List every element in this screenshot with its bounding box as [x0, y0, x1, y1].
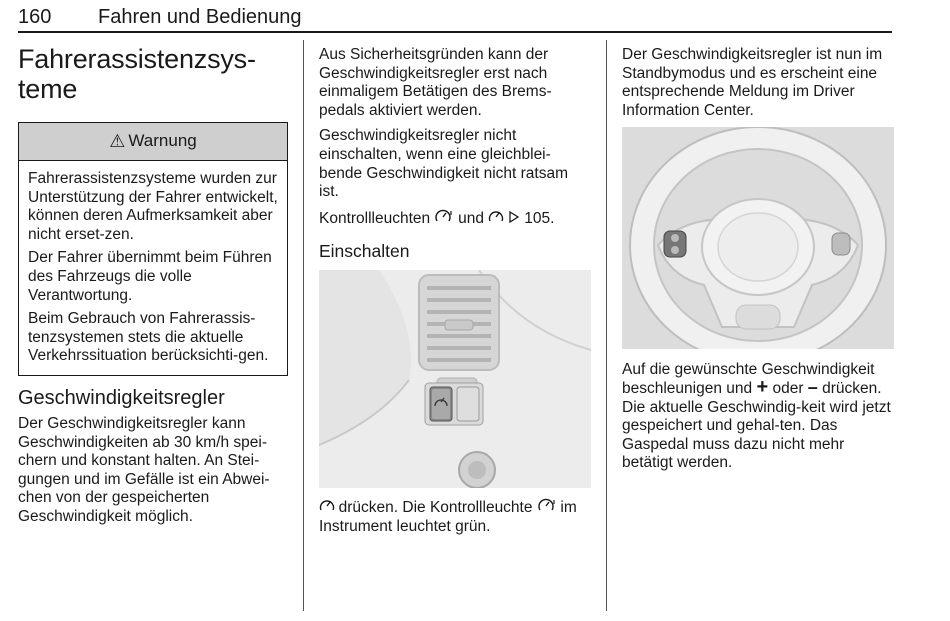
warning-paragraph: Beim Gebrauch von Fahrerassis-tenzsystemen stets die aktuelle Verkehrssituation berücksichti-gen.	[28, 310, 269, 365]
body-paragraph: Geschwindigkeitsregler nicht einschalten, wenn eine gleichblei-bende Geschwindigkeit nicht ratsam ist.	[319, 127, 568, 201]
warning-paragraph: Der Fahrer übernimmt beim Führen des Fahrzeugs die volle Verantwortung.	[28, 249, 272, 304]
warning-paragraph: Fahrerassistenzsysteme wurden zur Unterstützung der Fahrer entwickelt, können deren Aufmerksamkeit aber nicht erset-zen.	[28, 170, 278, 243]
subsection-title: Geschwindigkeitsregler	[18, 386, 225, 409]
header-rule	[18, 31, 892, 33]
cruise-control-indicator-icon	[434, 211, 458, 226]
body-paragraph: Der Geschwindigkeitsregler ist nun im Standbymodus und es erscheint eine entsprechende Meldung im Driver Information Center.	[622, 46, 883, 119]
plus-symbol: +	[756, 375, 769, 398]
cruise-control-indicator-icon	[537, 500, 561, 515]
reference-prefix: Kontrollleuchten	[319, 209, 431, 227]
activation-instruction	[319, 498, 591, 536]
instruction-or: oder	[772, 379, 804, 397]
steering-wheel-illustration	[622, 127, 894, 349]
page-number: 160	[18, 6, 52, 28]
cruise-control-icon	[319, 500, 339, 515]
speed-instruction	[622, 361, 894, 473]
instruction-text: drücken. Die Kontrollleuchte	[338, 499, 533, 517]
reference-and: und	[458, 209, 484, 227]
instruction-text: Auf die gewünschte Geschwindigkeit beschleunigen und	[622, 361, 875, 397]
main-title	[18, 44, 288, 104]
indicator-reference	[319, 209, 591, 229]
page-reference-arrow-icon	[508, 210, 524, 227]
warning-box	[18, 122, 288, 376]
instruction-text-end: drücken. Die aktuelle Geschwindig-keit wird jetzt gespeichert und gehal-ten. Das Gaspedal muss dazu nicht mehr betätigt werden.	[622, 379, 891, 472]
warning-header	[19, 123, 287, 161]
body-paragraph: Aus Sicherheitsgründen kann der Geschwindigkeitsregler erst nach einmaligem Betätigen des Brems-pedals aktiviert werden.	[319, 46, 552, 119]
column-2	[319, 46, 591, 544]
subsection-heading: Einschalten	[319, 241, 410, 262]
column-1	[18, 44, 288, 534]
minus-symbol: –	[807, 376, 818, 397]
cruise-control-icon	[488, 211, 508, 226]
main-title-text: Fahrerassistenzsys- teme	[18, 44, 256, 104]
dashboard-switch-illustration	[319, 270, 591, 488]
column-divider	[303, 40, 304, 611]
body-paragraph: Der Geschwindigkeitsregler kann Geschwindigkeiten ab 30 km/h spei-chern und konstant halten. An Stei-gungen und im Gefälle ist ein Abwei-chen von der gespeicherten Geschwindigkeit möglich.	[18, 414, 270, 525]
column-divider	[606, 40, 607, 611]
section-title: Fahren und Bedienung	[98, 6, 302, 28]
instruction-text-end: im Instrument leuchtet grün.	[319, 499, 577, 535]
warning-body	[19, 161, 287, 375]
reference-page-link[interactable]: 105.	[524, 209, 555, 227]
warning-triangle-icon: ⚠	[109, 131, 126, 152]
column-3	[622, 46, 894, 480]
warning-label: Warnung	[128, 131, 197, 151]
